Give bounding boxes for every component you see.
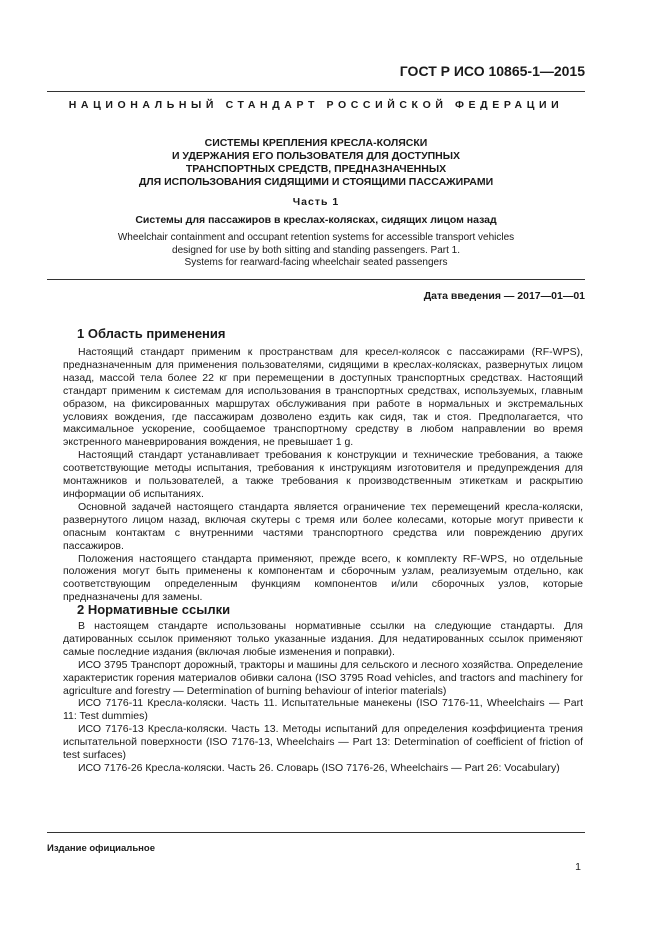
document-title (47, 137, 585, 189)
paragraph: Основной задачей настоящего стандарта является ограничение тех перемещений кресла-коляски, развернутого лицом назад, включая скутеры с тремя или более колесами, которые могут привести к опасным контактам с внутренними частями транспортного средства или повреждению других пассажиров. (63, 500, 583, 552)
part-title: Системы для пассажиров в креслах-колясках, сидящих лицом назад (135, 214, 497, 226)
title-divider (47, 279, 585, 280)
section-body-scope (63, 346, 583, 604)
reference-entry: ИСО 7176-11 Кресла-коляски. Часть 11. Испытательные манекены (ISO 7176-11, Wheelchairs — Part 11: Test dummies) (63, 697, 583, 723)
paragraph: В настоящем стандарте использованы нормативные ссылки на следующие стандарты. Для датированных ссылок применяют только указанные издания. Для недатированных ссылок применяют самые последние издания (включая любые изменения и поправки). (63, 620, 583, 658)
reference-entry: ИСО 7176-13 Кресла-коляски. Часть 13. Методы испытаний для определения коэффициента трения испытательной поверхности (ISO 7176-13, Wheelchairs — Part 13: Determination of coefficient of friction of test surfaces) (63, 723, 583, 762)
section-heading-scope: 1 Область применения (77, 326, 226, 341)
english-title-line: Wheelchair containment and occupant retention systems for accessible transport vehicles (117, 232, 515, 243)
paragraph: Настоящий стандарт применим к пространствам для кресел-колясок с пассажирами (RF-WPS), предназначенным для применения пользователями, сидящими в креслах-колясках, развернутых лицом назад, массой тела более 22 кг при перемещении в доступных транспортных средствах. Настоящий стандарт применим к системам для использования в транспортных средствах, используемых, главным образом, на фиксированных маршрутах обслуживания при работе в нормальных и экстремальных условиях вождения, где пассажирам дозволено ездить как сидя, так и стоя. Предполагается, что максимальное ускорение, сообщаемое транспортному средству в любом направлении во время экстренного маневрирования вождения, не превышает 1 g. (63, 346, 583, 449)
part-label: Часть 1 (292, 196, 340, 208)
title-line: И УДЕРЖАНИЯ ЕГО ПОЛЬЗОВАТЕЛЯ ДЛЯ ДОСТУПНЫХ (171, 150, 461, 162)
national-standard-heading: НАЦИОНАЛЬНЫЙ СТАНДАРТ РОССИЙСКОЙ ФЕДЕРАЦИИ (68, 99, 564, 111)
paragraph: Настоящий стандарт устанавливает требования к конструкции и технические требования, а также соответствующие методы испытания, требования к инструкциям изготовителя и предупреждения для монтажников и пользователей, а также требования к производственным этикеткам и раскрытию информации об испытаниях. (63, 449, 583, 500)
reference-entry: ИСО 3795 Транспорт дорожный, тракторы и машины для сельского и лесного хозяйства. Определение характеристик горения материалов обивки салона (ISO 3795 Road vehicles, and tractors and machinery for agriculture and forestry — Determination of burning behaviour of interior materials) (63, 658, 583, 697)
footer-divider (47, 832, 585, 833)
edition-note: Издание официальное (47, 843, 155, 854)
section-body-references (63, 620, 583, 775)
document-number: ГОСТ Р ИСО 10865-1—2015 (399, 63, 585, 79)
title-line: СИСТЕМЫ КРЕПЛЕНИЯ КРЕСЛА-КОЛЯСКИ (204, 137, 428, 149)
english-title-line: designed for use by both sitting and standing passengers. Part 1. (172, 244, 460, 256)
page-number: 1 (575, 861, 581, 873)
paragraph: Положения настоящего стандарта применяют, прежде всего, к комплекту RF-WPS, но отдельные положения могут быть применены к компонентам и сборочным узлам, реализуемым отдельно, как соответствующим определенным функциям компонентов и/или сборочных узлов, которые предназначены для замены. (63, 552, 583, 604)
title-line: ТРАНСПОРТНЫХ СРЕДСТВ, ПРЕДНАЗНАЧЕННЫХ (185, 163, 447, 175)
reference-entry: ИСО 7176-26 Кресла-коляски. Часть 26. Словарь (ISO 7176-26, Wheelchairs — Part 26: Vocabulary) (78, 761, 560, 774)
title-line: ДЛЯ ИСПОЛЬЗОВАНИЯ СИДЯЩИМИ И СТОЯЩИМИ ПАССАЖИРАМИ (138, 176, 494, 188)
section-heading-references: 2 Нормативные ссылки (77, 602, 231, 617)
english-title (47, 232, 585, 270)
english-title-line: Systems for rearward-facing wheelchair seated passengers (184, 257, 448, 268)
header-divider (47, 91, 585, 92)
introduction-date: Дата введения — 2017—01—01 (423, 290, 585, 302)
